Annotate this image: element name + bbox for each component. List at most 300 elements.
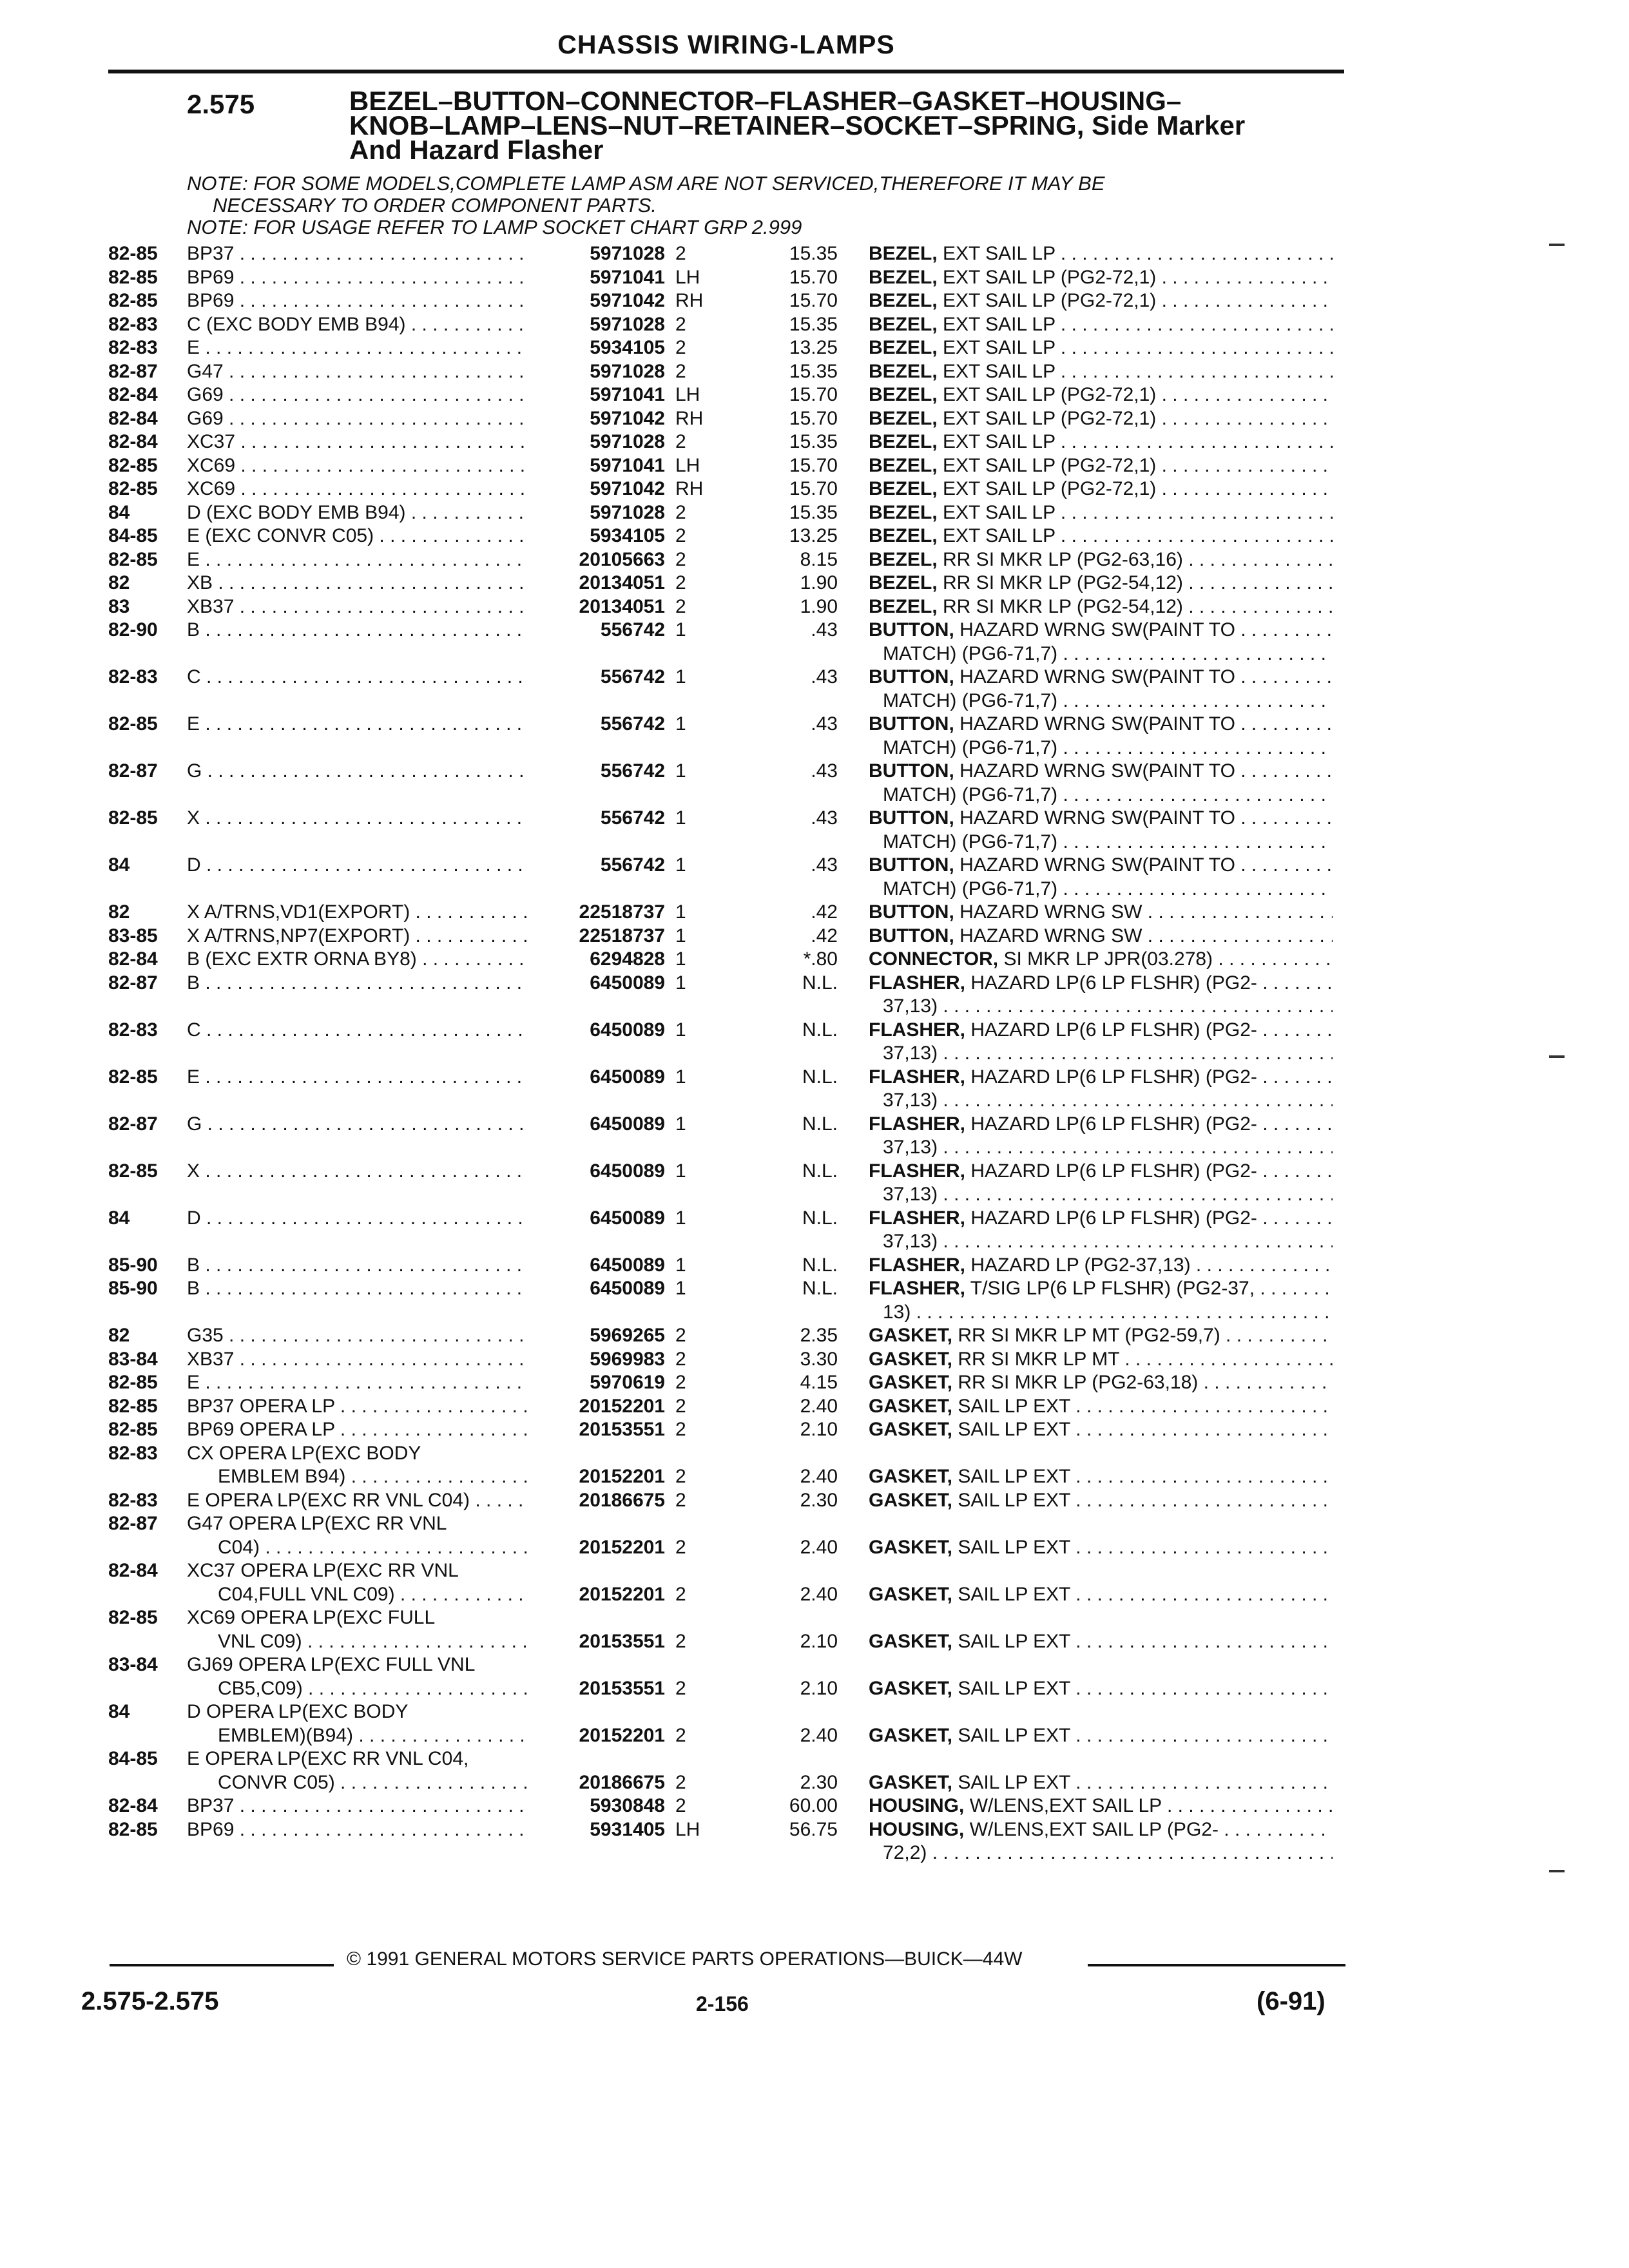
part-number: 5971041 bbox=[590, 384, 665, 405]
description-line bbox=[869, 524, 1333, 548]
model-code bbox=[187, 1395, 528, 1419]
price: 2.10 bbox=[800, 1630, 838, 1652]
model-line: X A/TRNS,VD1(EXPORT) . . . bbox=[187, 901, 528, 925]
item-detail: SAIL LP EXT bbox=[958, 1489, 1070, 1511]
table-row bbox=[0, 1442, 1629, 1489]
item-detail: EXT SAIL LP (PG2-72,1) bbox=[943, 290, 1157, 311]
description-line bbox=[869, 1465, 1333, 1489]
model-year: 82-84 bbox=[108, 407, 158, 429]
description-line bbox=[869, 948, 1333, 972]
model-year: 82-85 bbox=[108, 266, 158, 288]
model-code bbox=[187, 666, 528, 689]
quantity: RH bbox=[675, 290, 704, 311]
model-year: 84 bbox=[108, 1207, 130, 1229]
part-number: 20153551 bbox=[579, 1677, 665, 1699]
model-code bbox=[187, 313, 528, 337]
table-row bbox=[0, 1512, 1629, 1559]
table-row bbox=[0, 1160, 1629, 1207]
price: 15.70 bbox=[789, 290, 838, 311]
price: N.L. bbox=[802, 1019, 838, 1041]
footer-rule-left bbox=[110, 1964, 334, 1966]
table-row bbox=[0, 430, 1629, 454]
note-line: NOTE: FOR USAGE REFER TO LAMP SOCKET CHART GRP 2.999 bbox=[187, 216, 802, 238]
model-line: G35 . . . bbox=[187, 1324, 528, 1348]
item-name: GASKET, bbox=[869, 1724, 953, 1746]
table-row bbox=[0, 1653, 1629, 1700]
description-line bbox=[869, 1207, 1333, 1231]
description-line bbox=[869, 1630, 1333, 1654]
price: .43 bbox=[811, 854, 838, 876]
description-line bbox=[869, 854, 1333, 878]
quantity: 1 bbox=[675, 972, 686, 994]
item-name: BEZEL, bbox=[869, 525, 938, 546]
model-year: 82-85 bbox=[108, 1818, 158, 1840]
price: 2.40 bbox=[800, 1466, 838, 1487]
item-detail: SAIL LP EXT bbox=[958, 1466, 1070, 1487]
item-name: GASKET, bbox=[869, 1536, 953, 1558]
item-detail: RR SI MKR LP (PG2-54,12) bbox=[943, 595, 1183, 617]
quantity: 1 bbox=[675, 1113, 686, 1135]
price: 2.30 bbox=[800, 1771, 838, 1793]
model-year: 83-84 bbox=[108, 1348, 158, 1370]
table-row bbox=[0, 1606, 1629, 1653]
model-year: 82-85 bbox=[108, 243, 158, 264]
model-code bbox=[187, 1113, 528, 1137]
item-name: GASKET, bbox=[869, 1677, 953, 1699]
part-number: 5971028 bbox=[590, 360, 665, 382]
model-code bbox=[187, 925, 528, 948]
part-number: 20186675 bbox=[579, 1771, 665, 1793]
description bbox=[869, 336, 1333, 360]
description-line bbox=[869, 477, 1333, 501]
part-number: 5971041 bbox=[590, 454, 665, 476]
notes bbox=[187, 173, 1347, 238]
description-line bbox=[869, 666, 1333, 689]
item-detail: SAIL LP EXT bbox=[958, 1583, 1070, 1605]
part-number: 6450089 bbox=[590, 1160, 665, 1182]
description-line: 37,13) . . . bbox=[869, 1136, 1333, 1160]
part-number: 5971028 bbox=[590, 501, 665, 523]
table-row bbox=[0, 1489, 1629, 1513]
quantity: 1 bbox=[675, 666, 686, 687]
part-number: 5969983 bbox=[590, 1348, 665, 1370]
model-line: E (EXC CONVR C05) . . . bbox=[187, 524, 528, 548]
description-line: MATCH) (PG6-71,7) . . . bbox=[869, 642, 1333, 666]
model-code bbox=[187, 1207, 528, 1231]
model-year: 82-84 bbox=[108, 384, 158, 405]
footer-rule-right bbox=[1088, 1964, 1345, 1966]
model-year: 82 bbox=[108, 1325, 130, 1346]
description bbox=[869, 760, 1333, 807]
model-code bbox=[187, 289, 528, 313]
model-year: 82-85 bbox=[108, 290, 158, 311]
price: 13.25 bbox=[789, 525, 838, 546]
model-line: E . . . bbox=[187, 548, 528, 572]
description bbox=[869, 1207, 1333, 1254]
section-title-line: KNOB–LAMP–LENS–NUT–RETAINER–SOCKET–SPRING, Side Marker bbox=[349, 110, 1246, 140]
item-name: BEZEL, bbox=[869, 478, 938, 499]
item-detail: RR SI MKR LP (PG2-63,16) bbox=[943, 548, 1183, 570]
item-name: BUTTON, bbox=[869, 807, 954, 829]
model-line: X . . . bbox=[187, 1160, 528, 1184]
item-name: GASKET, bbox=[869, 1630, 953, 1652]
price: N.L. bbox=[802, 1254, 838, 1276]
model-year: 82-85 bbox=[108, 713, 158, 735]
model-line: EMBLEM B94) . . . bbox=[187, 1465, 528, 1489]
description-line: 37,13) . . . bbox=[869, 995, 1333, 1019]
model-year: 82-85 bbox=[108, 454, 158, 476]
model-code bbox=[187, 383, 528, 407]
description bbox=[869, 407, 1333, 431]
description bbox=[869, 289, 1333, 313]
description-line: 13) . . . bbox=[869, 1301, 1333, 1325]
model-year: 83-84 bbox=[108, 1654, 158, 1675]
model-line: VNL C09) . . . bbox=[187, 1630, 528, 1654]
description-line bbox=[869, 807, 1333, 831]
quantity: 2 bbox=[675, 501, 686, 523]
price: N.L. bbox=[802, 1066, 838, 1088]
section-title-line: BEZEL–BUTTON–CONNECTOR–FLASHER–GASKET–HOUSING– bbox=[349, 86, 1182, 116]
item-name: GASKET, bbox=[869, 1466, 953, 1487]
description-line bbox=[869, 313, 1333, 337]
price: .43 bbox=[811, 760, 838, 782]
quantity: 2 bbox=[675, 431, 686, 452]
table-row bbox=[0, 948, 1629, 972]
quantity: 2 bbox=[675, 548, 686, 570]
model-line: G69 . . . bbox=[187, 407, 528, 431]
price: .42 bbox=[811, 901, 838, 923]
model-line: G . . . bbox=[187, 760, 528, 783]
model-year: 82-87 bbox=[108, 1513, 158, 1534]
quantity: 1 bbox=[675, 1254, 686, 1276]
model-code bbox=[187, 1019, 528, 1043]
item-detail: HAZARD LP (PG2-37,13) bbox=[970, 1254, 1191, 1276]
price: 15.35 bbox=[789, 501, 838, 523]
part-number: 5931405 bbox=[590, 1818, 665, 1840]
model-code bbox=[187, 1348, 528, 1372]
model-code bbox=[187, 407, 528, 431]
description bbox=[869, 1395, 1333, 1419]
model-year: 82-87 bbox=[108, 1113, 158, 1135]
footer-date-code: (6-91) bbox=[1257, 1987, 1325, 2015]
table-row bbox=[0, 313, 1629, 337]
description-line bbox=[869, 454, 1333, 478]
model-year: 82-85 bbox=[108, 548, 158, 570]
description-line bbox=[869, 336, 1333, 360]
quantity: 2 bbox=[675, 1724, 686, 1746]
description-line bbox=[869, 501, 1333, 525]
model-year: 83 bbox=[108, 595, 130, 617]
description-line bbox=[869, 972, 1333, 995]
item-detail: EXT SAIL LP (PG2-72,1) bbox=[943, 266, 1157, 288]
description-line bbox=[869, 1324, 1333, 1348]
model-code bbox=[187, 524, 528, 548]
item-name: FLASHER, bbox=[869, 1207, 965, 1229]
description-line bbox=[869, 1254, 1333, 1278]
price: 2.40 bbox=[800, 1583, 838, 1605]
description-line bbox=[869, 289, 1333, 313]
price: N.L. bbox=[802, 1160, 838, 1182]
price: 15.35 bbox=[789, 431, 838, 452]
quantity: 2 bbox=[675, 1771, 686, 1793]
quantity: 2 bbox=[675, 1348, 686, 1370]
description bbox=[869, 595, 1333, 619]
item-detail: SAIL LP EXT bbox=[958, 1677, 1070, 1699]
model-code bbox=[187, 595, 528, 619]
description bbox=[869, 666, 1333, 713]
model-code bbox=[187, 1442, 528, 1489]
model-code bbox=[187, 360, 528, 384]
quantity: RH bbox=[675, 478, 704, 499]
item-name: GASKET, bbox=[869, 1348, 953, 1370]
quantity: 2 bbox=[675, 360, 686, 382]
model-code bbox=[187, 1512, 528, 1559]
part-number: 556742 bbox=[600, 760, 665, 782]
model-code bbox=[187, 1418, 528, 1442]
description-line bbox=[869, 1536, 1333, 1560]
quantity: 2 bbox=[675, 595, 686, 617]
model-code bbox=[187, 1747, 528, 1794]
table-row bbox=[0, 1559, 1629, 1606]
part-number: 20153551 bbox=[579, 1419, 665, 1440]
quantity: 1 bbox=[675, 807, 686, 829]
table-row bbox=[0, 1254, 1629, 1278]
quantity: 2 bbox=[675, 243, 686, 264]
part-number: 5969265 bbox=[590, 1325, 665, 1346]
price: *.80 bbox=[803, 948, 838, 970]
table-row bbox=[0, 454, 1629, 478]
description-line: MATCH) (PG6-71,7) . . . bbox=[869, 736, 1333, 760]
item-detail: HAZARD WRNG SW bbox=[959, 901, 1142, 923]
section-title bbox=[349, 86, 1354, 165]
item-name: BEZEL, bbox=[869, 384, 938, 405]
description-line: 37,13) . . . bbox=[869, 1042, 1333, 1066]
description bbox=[869, 524, 1333, 548]
model-year: 82-84 bbox=[108, 948, 158, 970]
description-line bbox=[869, 901, 1333, 925]
model-code bbox=[187, 1559, 528, 1606]
item-name: FLASHER, bbox=[869, 1066, 965, 1088]
item-name: BUTTON, bbox=[869, 925, 954, 947]
model-year: 82-85 bbox=[108, 1160, 158, 1182]
item-name: BEZEL, bbox=[869, 407, 938, 429]
part-number: 6450089 bbox=[590, 1278, 665, 1299]
model-year: 82-85 bbox=[108, 1419, 158, 1440]
model-line: GJ69 OPERA LP(EXC FULL VNL bbox=[187, 1654, 476, 1675]
part-number: 5971028 bbox=[590, 313, 665, 335]
price: 2.40 bbox=[800, 1395, 838, 1417]
model-code bbox=[187, 266, 528, 290]
parts-list bbox=[0, 242, 1629, 1865]
part-number: 5971028 bbox=[590, 243, 665, 264]
part-number: 20152201 bbox=[579, 1395, 665, 1417]
model-line: B . . . bbox=[187, 972, 528, 995]
item-name: BEZEL, bbox=[869, 501, 938, 523]
description bbox=[869, 1583, 1333, 1607]
item-detail: HAZARD WRNG SW(PAINT TO bbox=[959, 760, 1235, 782]
model-year: 82-90 bbox=[108, 619, 158, 640]
model-line: XB . . . bbox=[187, 572, 528, 595]
part-number: 556742 bbox=[600, 619, 665, 640]
item-name: CONNECTOR, bbox=[869, 948, 999, 970]
model-code bbox=[187, 501, 528, 525]
description-line bbox=[869, 1418, 1333, 1442]
model-code bbox=[187, 972, 528, 995]
item-name: FLASHER, bbox=[869, 1278, 965, 1299]
model-year: 82-85 bbox=[108, 1372, 158, 1393]
description-line bbox=[869, 266, 1333, 290]
model-line: C (EXC BODY EMB B94) . . . bbox=[187, 313, 528, 337]
quantity: 2 bbox=[675, 313, 686, 335]
item-detail: W/LENS,EXT SAIL LP (PG2- bbox=[969, 1818, 1219, 1840]
table-row bbox=[0, 1747, 1629, 1794]
item-name: BEZEL, bbox=[869, 360, 938, 382]
description bbox=[869, 1254, 1333, 1278]
item-detail: SAIL LP EXT bbox=[958, 1395, 1070, 1417]
item-name: GASKET, bbox=[869, 1325, 953, 1346]
price: .43 bbox=[811, 807, 838, 829]
part-number: 5934105 bbox=[590, 525, 665, 546]
description-line bbox=[869, 1113, 1333, 1137]
table-row bbox=[0, 383, 1629, 407]
model-code bbox=[187, 242, 528, 266]
description-line bbox=[869, 1771, 1333, 1795]
model-year: 82-87 bbox=[108, 360, 158, 382]
part-number: 556742 bbox=[600, 713, 665, 735]
part-number: 20152201 bbox=[579, 1466, 665, 1487]
model-line: C . . . bbox=[187, 1019, 528, 1043]
model-code bbox=[187, 336, 528, 360]
table-row bbox=[0, 289, 1629, 313]
part-number: 20153551 bbox=[579, 1630, 665, 1652]
description-line bbox=[869, 1794, 1333, 1818]
quantity: 2 bbox=[675, 1325, 686, 1346]
description bbox=[869, 1677, 1333, 1701]
price: 3.30 bbox=[800, 1348, 838, 1370]
model-line: D (EXC BODY EMB B94) . . . bbox=[187, 501, 528, 525]
quantity: 1 bbox=[675, 1207, 686, 1229]
description-line bbox=[869, 548, 1333, 572]
part-number: 5970619 bbox=[590, 1372, 665, 1393]
model-code bbox=[187, 1066, 528, 1090]
item-detail: EXT SAIL LP (PG2-72,1) bbox=[943, 407, 1157, 429]
model-line: G69 . . . bbox=[187, 383, 528, 407]
item-name: GASKET, bbox=[869, 1771, 953, 1793]
note-line: NECESSARY TO ORDER COMPONENT PARTS. bbox=[213, 194, 657, 216]
price: 1.90 bbox=[800, 595, 838, 617]
model-line: D . . . bbox=[187, 1207, 528, 1231]
page-header bbox=[108, 30, 1344, 73]
model-line: E OPERA LP(EXC RR VNL C04, bbox=[187, 1748, 469, 1769]
model-year: 82-85 bbox=[108, 1607, 158, 1628]
price: 15.70 bbox=[789, 478, 838, 499]
item-name: BEZEL, bbox=[869, 431, 938, 452]
table-row bbox=[0, 1700, 1629, 1747]
item-name: FLASHER, bbox=[869, 1160, 965, 1182]
part-number: 20134051 bbox=[579, 572, 665, 593]
price: N.L. bbox=[802, 1113, 838, 1135]
price: N.L. bbox=[802, 1207, 838, 1229]
model-line: EMBLEM)(B94) . . . bbox=[187, 1724, 528, 1748]
description bbox=[869, 454, 1333, 478]
description bbox=[869, 1160, 1333, 1207]
item-detail: SAIL LP EXT bbox=[958, 1771, 1070, 1793]
description-line bbox=[869, 1395, 1333, 1419]
item-name: FLASHER, bbox=[869, 1019, 965, 1041]
item-name: BEZEL, bbox=[869, 313, 938, 335]
description bbox=[869, 1371, 1333, 1395]
table-row bbox=[0, 760, 1629, 807]
description-line bbox=[869, 1583, 1333, 1607]
table-row bbox=[0, 1019, 1629, 1066]
description bbox=[869, 1019, 1333, 1066]
price: 15.70 bbox=[789, 384, 838, 405]
part-number: 6450089 bbox=[590, 1019, 665, 1041]
description bbox=[869, 548, 1333, 572]
model-line: XC37 . . . bbox=[187, 430, 528, 454]
model-year: 82 bbox=[108, 901, 130, 923]
description bbox=[869, 925, 1333, 948]
quantity: 2 bbox=[675, 1489, 686, 1511]
item-name: BEZEL, bbox=[869, 290, 938, 311]
model-line: G47 OPERA LP(EXC RR VNL bbox=[187, 1513, 447, 1534]
model-code bbox=[187, 1277, 528, 1301]
part-number: 5971042 bbox=[590, 478, 665, 499]
table-row bbox=[0, 524, 1629, 548]
model-line: BP37 . . . bbox=[187, 242, 528, 266]
price: .43 bbox=[811, 619, 838, 640]
description bbox=[869, 948, 1333, 972]
table-row bbox=[0, 1113, 1629, 1160]
model-line: CONVR C05) . . . bbox=[187, 1771, 528, 1795]
item-detail: HAZARD LP(6 LP FLSHR) (PG2- bbox=[970, 972, 1257, 994]
price: N.L. bbox=[802, 972, 838, 994]
part-number: 6450089 bbox=[590, 1254, 665, 1276]
item-name: BEZEL, bbox=[869, 337, 938, 358]
item-name: BEZEL, bbox=[869, 572, 938, 593]
description bbox=[869, 1418, 1333, 1442]
model-line: E OPERA LP(EXC RR VNL C04) . . . bbox=[187, 1489, 528, 1513]
model-line: CB5,C09) . . . bbox=[187, 1677, 528, 1701]
model-line: BP69 . . . bbox=[187, 289, 528, 313]
table-row bbox=[0, 1395, 1629, 1419]
item-detail: HAZARD LP(6 LP FLSHR) (PG2- bbox=[970, 1160, 1257, 1182]
model-line: BP69 . . . bbox=[187, 1818, 528, 1842]
description bbox=[869, 1489, 1333, 1513]
price: 56.75 bbox=[789, 1818, 838, 1840]
model-code bbox=[187, 713, 528, 736]
item-detail: HAZARD WRNG SW(PAINT TO bbox=[959, 713, 1235, 735]
item-name: BUTTON, bbox=[869, 666, 954, 687]
description-line bbox=[869, 1371, 1333, 1395]
item-detail: HAZARD WRNG SW(PAINT TO bbox=[959, 619, 1235, 640]
quantity: 2 bbox=[675, 1372, 686, 1393]
model-code bbox=[187, 1606, 528, 1653]
model-line: XC69 . . . bbox=[187, 477, 528, 501]
model-line: XB37 . . . bbox=[187, 595, 528, 619]
model-code bbox=[187, 477, 528, 501]
quantity: 2 bbox=[675, 1795, 686, 1816]
description-line: 37,13) . . . bbox=[869, 1183, 1333, 1207]
description bbox=[869, 501, 1333, 525]
model-year: 83-85 bbox=[108, 925, 158, 947]
item-detail: EXT SAIL LP bbox=[943, 360, 1055, 382]
model-code bbox=[187, 454, 528, 478]
quantity: 2 bbox=[675, 1677, 686, 1699]
item-detail: SAIL LP EXT bbox=[958, 1536, 1070, 1558]
table-row bbox=[0, 595, 1629, 619]
table-row bbox=[0, 501, 1629, 525]
